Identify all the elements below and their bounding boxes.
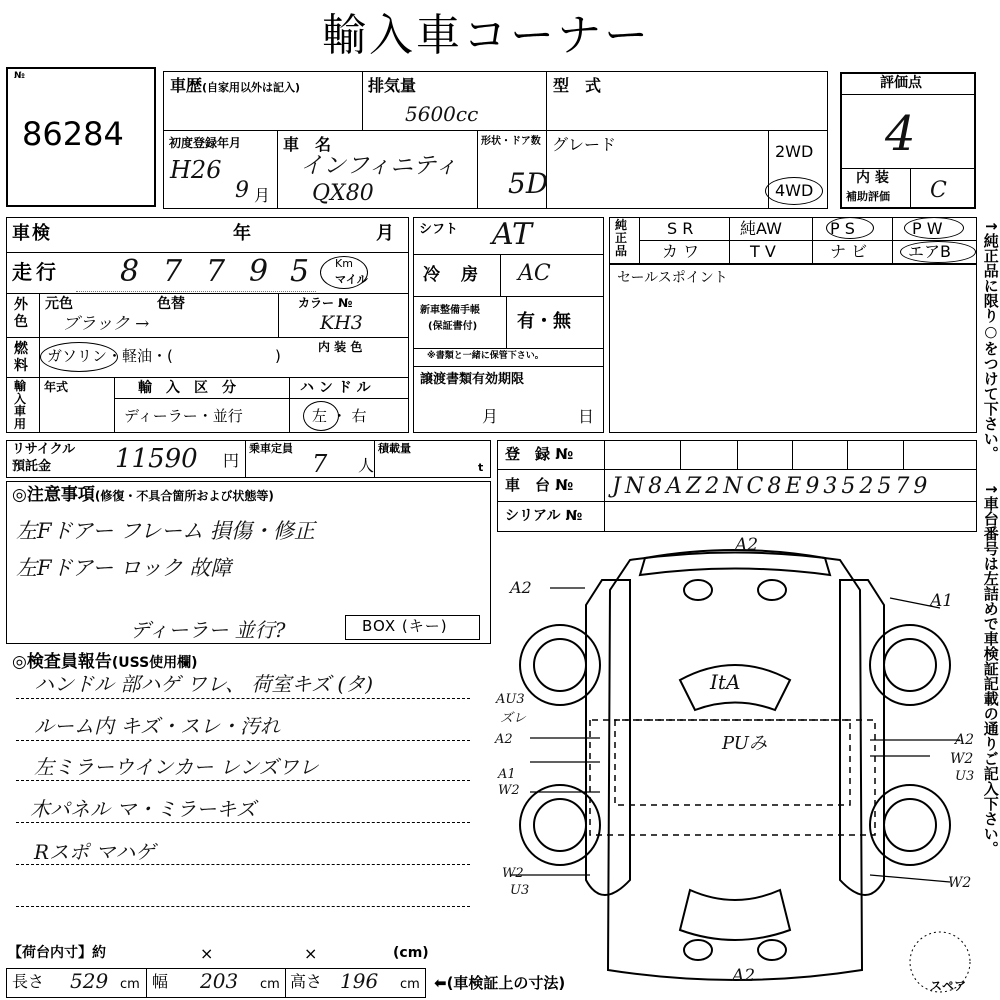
options-label: 純 正 品 (615, 218, 628, 259)
inspection-label: 車検 (12, 223, 52, 244)
recycle-unit: 円 (223, 451, 240, 470)
color-no-value: KH3 (320, 312, 363, 334)
inspector-line-5: Rスポ マハゲ (34, 840, 156, 864)
mark-left-a2: A2 (510, 578, 532, 597)
transfer-month: 月 (482, 407, 499, 426)
mark-sunroof: ItA (710, 670, 741, 694)
mark-bottom-a2: A2 (732, 966, 756, 986)
shift-label: シフト (419, 222, 459, 237)
shift-value: AT (492, 217, 533, 252)
ac-value: AC (518, 261, 551, 286)
mark-right-w2: W2 (950, 751, 974, 767)
fuel-label: 燃 料 (14, 341, 28, 374)
maint-value: 有・無 (517, 311, 571, 332)
serial-label: シリアル № (505, 508, 583, 524)
first-reg-month-unit: 月 (254, 186, 271, 205)
fuel-close: ) (275, 347, 281, 365)
registration-label: 登 録 № (505, 445, 574, 463)
car-name-sub: QX80 (312, 181, 374, 206)
cargo-x1: × (200, 944, 214, 963)
inspector-line-4: 木パネル マ・ミラーキズ (30, 797, 256, 821)
doors-value: 5D (508, 167, 549, 200)
mark-left-w2: W2 (498, 783, 520, 798)
cargo-x2: × (304, 944, 318, 963)
score-value: 4 (885, 106, 916, 162)
history-label: 車歴(自家用以外は記入) (170, 76, 301, 95)
mileage-unit-km: Km (335, 257, 353, 270)
displacement-value: 5600cc (405, 102, 479, 126)
mark-right-u3: U3 (955, 769, 975, 784)
ac-label: 冷 房 (423, 265, 480, 285)
chassis-value: JN8AZ2NC8E9352579 (612, 474, 932, 499)
opt-tv: T V (750, 242, 776, 261)
interior-label2: 補助評価 (846, 190, 890, 203)
drive-4wd: 4WD (775, 181, 814, 200)
chassis-label: 車 台 № (505, 476, 574, 494)
first-reg-month: 9 (235, 178, 249, 203)
import-label: 輸 入 車 用 (14, 379, 27, 431)
len-label: 長さ (12, 972, 45, 991)
side-note-chassis: ↑車台番号は左詰めで車検証記載の通りご記入下さい。 (981, 483, 1000, 856)
color-changed-label: 色替 (157, 296, 185, 312)
mark-low-w2: W2 (502, 866, 524, 881)
note-line-1: 左Fドアー フレーム 損傷・修正 (16, 519, 315, 543)
car-damage-diagram (490, 530, 980, 1000)
mark-center: PUみ (722, 733, 767, 754)
sales-point-label: セールスポイント (617, 270, 728, 286)
lot-number: 86284 (22, 115, 124, 153)
inspector-line-1: ハンドル 部ハゲ ワレ、 荷室キズ (タ) (34, 672, 374, 696)
wid-unit: cm (260, 977, 280, 992)
fuel-circle (40, 342, 118, 372)
opt-ps: P S (830, 219, 855, 238)
recycle-label2: 預託金 (12, 459, 52, 474)
color-no-label: カラー № (298, 296, 353, 310)
opt-navi: ナ ビ (830, 242, 868, 261)
import-class-value: ディーラー・並行 (124, 407, 243, 425)
grade-label: グレード (552, 135, 617, 154)
interior-color-label: 内 装 色 (318, 340, 363, 354)
recycle-value: 11590 (115, 444, 198, 474)
len-value: 529 (70, 969, 109, 993)
mark-right-a2: A2 (955, 732, 975, 748)
first-reg-year: H26 (170, 156, 222, 184)
mark-left-a1: A1 (498, 767, 516, 782)
opt-pw: P W (912, 219, 943, 238)
mileage-digit-1: 8 (120, 254, 140, 289)
mileage-digit-3: 7 (206, 254, 226, 289)
fuel-options: ガソリン・軽油・( (47, 347, 173, 365)
opt-sr: S R (667, 219, 694, 238)
note-line-2: 左Fドアー ロック 故障 (16, 556, 232, 580)
car-name-value: インフィニティ (300, 153, 458, 179)
spare-label: スペア (930, 979, 967, 993)
color-orig-label: 元色 (45, 296, 73, 312)
opt-ps-circle (826, 217, 874, 239)
opt-airbag-circle (900, 241, 976, 263)
load-unit: t (478, 461, 484, 474)
mileage-label: 走行 (12, 260, 60, 284)
box-key-text: BOX (キー) (362, 617, 448, 635)
doors-label: 形状・ドア数 (481, 136, 541, 147)
inspector-label: ◎検査員報告(USS使用欄) (12, 652, 198, 672)
drive-2wd: 2WD (775, 142, 814, 161)
len-unit: cm (120, 977, 140, 992)
mileage-unit-circle (320, 256, 368, 289)
displacement-label: 排気量 (368, 76, 417, 95)
note-line-3: ディーラー 並行? (130, 618, 286, 642)
mileage-digit-4: 9 (249, 254, 269, 289)
hgt-label: 高さ (290, 972, 323, 991)
dims-note: ⬅(車検証上の寸法) (434, 974, 566, 992)
mileage-digit-2: 7 (163, 254, 183, 289)
inspection-month: 月 (376, 223, 394, 244)
opt-aw: 純AW (740, 219, 782, 238)
capacity-label: 乗車定員 (249, 442, 293, 455)
mark-zure: ズレ (500, 711, 527, 726)
mark-au3: AU3 (496, 692, 525, 707)
score-label: 評価点 (880, 75, 922, 91)
color-orig-value: ブラック → (62, 314, 150, 334)
interior-value: C (930, 178, 947, 203)
sales-point-box (609, 264, 977, 433)
capacity-unit: 人 (358, 456, 375, 475)
load-label: 積載量 (378, 442, 411, 455)
cargo-label: 【荷台内寸】約 (8, 945, 106, 961)
hgt-unit: cm (400, 977, 420, 992)
maint-sub: (保証書付) (428, 321, 478, 332)
opt-kawa: カ ワ (662, 242, 700, 261)
inspector-line-2: ルーム内 キズ・スレ・汚れ (34, 714, 280, 738)
page-title: 輸入車コーナー (322, 10, 651, 61)
wid-label: 幅 (152, 972, 169, 991)
maint-label: 新車整備手帳 (420, 305, 480, 316)
import-class-label: 輸 入 区 分 (138, 380, 236, 396)
lot-no-label: № (14, 71, 25, 81)
transfer-day: 日 (578, 407, 595, 426)
wid-value: 203 (200, 969, 239, 993)
mark-left-a2-mid: A2 (495, 732, 513, 747)
handle-value: 左 ・ 右 (312, 407, 367, 425)
notes-label: ◎注意事項(修復・不具合箇所および状態等) (12, 485, 274, 505)
mark-right-a1: A1 (930, 591, 954, 611)
first-reg-label: 初度登録年月 (169, 136, 242, 150)
color-label: 外 色 (14, 297, 28, 330)
transfer-label: 譲渡書類有効期限 (420, 372, 525, 387)
hgt-value: 196 (340, 969, 379, 993)
cargo-unit: (cm) (393, 945, 429, 961)
side-note-options: ↑純正品に限り○をつけて下さい。 (981, 220, 1000, 461)
import-year-label: 年式 (44, 380, 69, 394)
opt-airbag: エアB (908, 242, 951, 261)
maint-note: ※書類と一緒に保管下さい。 (427, 351, 544, 361)
mileage-digit-5: 5 (290, 254, 310, 289)
drive-4wd-circle (765, 177, 823, 205)
capacity-value: 7 (312, 450, 328, 478)
car-name-label: 車 名 (283, 135, 332, 154)
model-label: 型 式 (553, 76, 602, 95)
inspection-year: 年 (233, 223, 251, 244)
handle-label: ハ ン ド ル (300, 380, 371, 396)
mark-low-u3: U3 (510, 883, 530, 898)
interior-label: 内 装 (856, 170, 889, 186)
mark-top-a2: A2 (735, 535, 759, 555)
recycle-label: リサイクル (12, 442, 76, 457)
inspector-line-3: 左ミラーウインカー レンズワレ (34, 755, 319, 779)
handle-circle (303, 401, 339, 431)
opt-pw-circle (904, 217, 964, 239)
mark-right-w2-low: W2 (948, 875, 972, 891)
mileage-unit-mile: マイル (335, 273, 368, 286)
